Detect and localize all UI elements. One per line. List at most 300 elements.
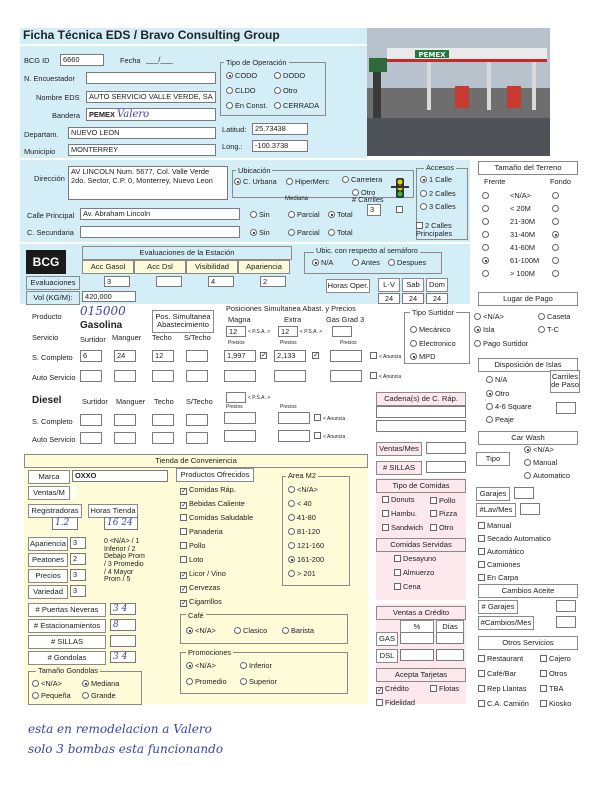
encuestador-field[interactable] xyxy=(86,72,216,84)
terreno-fondo-option[interactable] xyxy=(552,192,561,199)
credito-gas-dias[interactable] xyxy=(436,632,464,644)
dsl-as-precio-2[interactable] xyxy=(278,430,310,442)
station-photo xyxy=(367,28,550,156)
scompleto-label: S. Completo xyxy=(32,353,73,362)
neveras-field[interactable]: 3 4 xyxy=(110,603,136,615)
principal-sin[interactable]: Sin xyxy=(250,211,270,218)
dsl-as-techo[interactable] xyxy=(152,432,174,444)
carwash-garajes-field[interactable] xyxy=(514,487,534,499)
calle-secundaria-field[interactable] xyxy=(80,226,240,238)
horas-dom-value[interactable]: 24 xyxy=(426,293,448,304)
servicio-label: Servicio xyxy=(32,333,59,342)
credito-dsl-dias[interactable] xyxy=(436,649,464,661)
eval-col-acc-dsl: Acc Dsl xyxy=(134,260,186,274)
diesel-manguer-header: Manguer xyxy=(116,397,146,406)
sillas-label: # SILLAS xyxy=(28,635,106,649)
otros-cafe[interactable]: Café/Bar xyxy=(478,670,516,677)
area-label: Area M2 xyxy=(288,471,316,480)
otros-otros[interactable]: Otros xyxy=(540,670,567,677)
aceite-cambios: #Cambios/Mes xyxy=(478,616,534,630)
producto-option[interactable]: Comidas Saludable xyxy=(180,514,253,521)
terreno-size-label: 21-30M xyxy=(510,217,536,226)
as-surtidor[interactable] xyxy=(80,370,102,382)
producto-handwritten: 015000 xyxy=(80,304,126,318)
tg-pequena[interactable]: Pequeña xyxy=(32,692,71,699)
otros-tba[interactable]: TBA xyxy=(540,685,563,692)
as-extra-precio[interactable] xyxy=(274,370,306,382)
dsl-sc-surtidor[interactable] xyxy=(80,414,102,426)
neveras-label: # Puertas Neveras xyxy=(28,603,106,617)
carwash-option[interactable]: Automático xyxy=(478,548,524,555)
long-field[interactable]: -100.3738 xyxy=(252,140,308,152)
producto-option[interactable]: Loto xyxy=(180,556,203,563)
precios-field[interactable]: 3 xyxy=(70,569,86,581)
long-label: Long.: xyxy=(222,142,243,151)
secundaria-sin[interactable]: Sin xyxy=(250,229,270,236)
aceite-cambios-field[interactable] xyxy=(556,616,576,628)
ts-electronico[interactable]: Electronico xyxy=(410,340,456,347)
area-option[interactable]: <N/A> xyxy=(288,486,318,493)
direccion-label: Dirección xyxy=(34,174,65,183)
productos-label: Productos Ofrecidos xyxy=(176,468,254,482)
servida-desayuno[interactable]: Desayuno xyxy=(394,555,436,562)
producto-option[interactable]: ✓ Cervezas xyxy=(181,583,221,593)
carwash-na[interactable]: <N/A> xyxy=(524,446,554,453)
carwash-option[interactable]: En Carpa xyxy=(478,574,518,581)
carwash-option[interactable]: Secado Automatico xyxy=(478,535,551,542)
calle-secundaria-label: C. Secundaria xyxy=(27,228,74,237)
traffic-light-icon xyxy=(390,178,410,202)
nombre-field[interactable]: AUTO SERVICIO VALLE VERDE, SA xyxy=(86,91,216,103)
ubic-otro[interactable]: Otro xyxy=(352,189,375,196)
semaforo-despues[interactable]: Despues xyxy=(388,259,426,266)
as-techo[interactable] xyxy=(152,370,174,382)
terreno-frente-option[interactable] xyxy=(482,231,491,238)
carriles-label: # Carriles xyxy=(352,195,384,204)
secundaria-parcial[interactable]: Parcial xyxy=(288,229,320,236)
otros-restaurant[interactable]: Restaurant xyxy=(478,655,523,662)
sc-stecho[interactable] xyxy=(186,350,208,362)
islas-na[interactable]: N/A xyxy=(486,376,507,383)
rating-legend-line: Prom / 5 xyxy=(104,576,131,584)
tg-na[interactable]: <N/A> xyxy=(32,680,62,687)
photo-brand-text: PEMEX xyxy=(418,51,446,59)
carwash-tipo: Tipo xyxy=(476,452,510,466)
producto-option[interactable]: Pollo xyxy=(180,542,205,549)
carwash-option[interactable]: Manual xyxy=(478,522,511,529)
rating-legend-line: Inferior / 2 xyxy=(104,545,136,553)
acceso-1-calle[interactable]: 1 Calle xyxy=(420,176,452,183)
terreno-frente-option[interactable] xyxy=(482,218,491,225)
terreno-fondo-option[interactable] xyxy=(552,205,561,212)
registradoras-field[interactable]: 1.2 xyxy=(52,517,78,530)
area-option[interactable]: 41-80 xyxy=(288,514,316,521)
as-gasgrad-precio[interactable] xyxy=(330,370,362,382)
tarjeta-credito[interactable]: ✓ Crédito xyxy=(377,684,409,694)
municipio-label: Municipio xyxy=(24,147,56,156)
magna-header: Magna xyxy=(228,315,251,324)
sc-surtidor[interactable]: 6 xyxy=(80,350,102,362)
dsl-sc-precio-1[interactable] xyxy=(224,412,256,424)
terreno-fondo-option[interactable] xyxy=(552,257,561,264)
op-codo[interactable]: CODO xyxy=(226,72,257,79)
dsl-as-anuncia[interactable]: < Anuncia xyxy=(314,432,345,440)
secundaria-total[interactable]: Total xyxy=(328,229,353,236)
magna-psa-label: < P.S.A. > xyxy=(248,329,271,335)
magna-anuncia-checkbox[interactable]: ✓ xyxy=(261,352,267,359)
cadena-sillas-field[interactable] xyxy=(426,461,466,473)
marca-label: Marca xyxy=(28,470,70,484)
promociones-group xyxy=(180,652,348,694)
ventas-m-label: Ventas/M xyxy=(28,486,70,500)
credito-gas: GAS xyxy=(376,632,398,646)
horas-sab-value[interactable]: 24 xyxy=(402,293,424,304)
vol-field[interactable]: 420,000 xyxy=(82,291,136,302)
tarjetas-header: Acepta Tarjetas xyxy=(376,668,466,682)
cafe-barista[interactable]: Barista xyxy=(282,627,314,634)
note-line-2: solo 3 bombas esta funcionando xyxy=(28,742,224,756)
sc-techo[interactable]: 12 xyxy=(152,350,174,362)
tienda-header: Tienda de Conveniencia xyxy=(24,454,368,468)
rating-legend-line: / 4 Mayor xyxy=(104,568,134,576)
eval-col-acc-gasol: Acc Gasol xyxy=(82,260,134,274)
tg-mediana[interactable]: Mediana xyxy=(82,680,119,687)
area-option[interactable]: 121-160 xyxy=(288,542,324,549)
op-otro[interactable]: Otro xyxy=(274,87,297,94)
cafe-clasico[interactable]: Clasico xyxy=(234,627,267,634)
extra-header: Extra xyxy=(284,315,302,324)
magna-precios-label: Precios xyxy=(228,340,245,346)
otros-cajero[interactable]: Cajero xyxy=(540,655,571,662)
terreno-size-label: <N/A> xyxy=(510,191,531,200)
carwash-lav-field[interactable] xyxy=(520,503,540,515)
dsl-sc-stecho[interactable] xyxy=(186,414,208,426)
producto-option[interactable]: ✓ Cigarrillos xyxy=(181,597,222,607)
area-option[interactable]: > 201 xyxy=(288,570,316,577)
mediana-label: Mediana xyxy=(285,196,309,202)
diesel-psa-label: < P.S.A. > xyxy=(248,395,271,401)
eval-col-visibilidad: Visibilidad xyxy=(186,260,238,274)
pos-sim-header: Pos. Simultanea Abastecimiento xyxy=(152,310,214,333)
diesel-precios-label-2: Precios xyxy=(280,404,297,410)
acceso-2-calles[interactable]: 2 Calles xyxy=(420,190,456,197)
semaforo-label: Ubic. con respecto al semáforo xyxy=(316,246,418,255)
islas-carriles-field[interactable] xyxy=(556,402,576,414)
gasgrad-header: Gas Grad 3 xyxy=(326,315,365,324)
pago-na[interactable]: <N/A> xyxy=(474,313,504,320)
ts-mecanico[interactable]: Mecánico xyxy=(410,326,451,333)
evaluaciones-title: Evaluaciones de la Estación xyxy=(82,246,292,260)
gasolina-label: Gasolina xyxy=(80,320,123,331)
vol-label: Vol (KG/M): xyxy=(26,291,80,305)
latitud-label: Latitud: xyxy=(222,125,247,134)
servida-cena[interactable]: Cena xyxy=(394,583,421,590)
estacionamientos-field[interactable]: 8 xyxy=(110,619,136,631)
terreno-size-label: < 20M xyxy=(510,204,531,213)
islas-otro[interactable]: Otro xyxy=(486,390,509,397)
terreno-size-label: 61-100M xyxy=(510,256,540,265)
cadena-ventas-field[interactable] xyxy=(426,442,466,454)
terreno-frente-option[interactable] xyxy=(482,205,491,212)
pago-caseta[interactable]: Caseta xyxy=(538,313,570,320)
terreno-fondo-option[interactable] xyxy=(552,270,561,277)
carwash-option[interactable]: Camiones xyxy=(478,561,520,568)
cadena-field-2[interactable] xyxy=(376,420,466,432)
semaforo-antes[interactable]: Antes xyxy=(352,259,380,266)
ubic-urbana[interactable]: C. Urbana xyxy=(234,178,277,185)
area-option[interactable]: 161-200 xyxy=(288,556,324,563)
producto-label: Producto xyxy=(32,312,62,321)
nombre-label: Nombre EDS xyxy=(36,93,80,102)
bcg-logo: BCG xyxy=(26,250,66,274)
dsl-sc-anuncia[interactable]: < Anuncia xyxy=(314,414,345,422)
tarjeta-fidelidad[interactable]: Fidelidad xyxy=(376,699,415,706)
terreno-size-label: > 100M xyxy=(510,269,535,278)
promo-promedio[interactable]: Promedio xyxy=(186,678,227,685)
gasgrad-psa-field[interactable] xyxy=(332,326,352,337)
carriles-field[interactable]: 3 xyxy=(367,204,381,216)
bcg-id-field[interactable]: 6660 xyxy=(60,54,104,66)
manguer-header: Manguer xyxy=(112,333,142,342)
operacion-label: Tipo de Operación xyxy=(226,58,287,67)
eval-apariencia[interactable]: 2 xyxy=(260,276,286,287)
fecha-field[interactable]: ___/___ xyxy=(146,55,173,64)
horas-tienda-label: Horas Tienda xyxy=(88,504,138,518)
extra-precio-field[interactable]: 2,133 xyxy=(274,350,306,362)
terreno-header: Tamaño del Terreno xyxy=(478,161,578,175)
horas-dom: Dom xyxy=(426,278,448,292)
peatones-field[interactable]: 2 xyxy=(70,553,86,565)
peatones-label: Peatones xyxy=(28,553,68,567)
comida-otro[interactable]: Otro xyxy=(430,524,453,531)
promo-na[interactable]: <N/A> xyxy=(186,662,216,669)
comidas-tipo-header: Tipo de Comidas xyxy=(376,479,466,493)
sc-manguer[interactable]: 24 xyxy=(114,350,136,362)
fecha-label: Fecha xyxy=(120,56,141,65)
comida-sandwich[interactable]: Sandwich xyxy=(382,524,423,531)
horas-lv: L-V xyxy=(378,278,400,292)
principal-parcial[interactable]: Parcial xyxy=(288,211,320,218)
carwash-lav-mes: #Lav/Mes xyxy=(476,503,516,517)
rating-legend-line: / 3 Promedio xyxy=(104,561,144,569)
diesel-stecho-header: S/Techo xyxy=(186,397,213,406)
diesel-precios-label: Precios xyxy=(226,404,243,410)
pago-header: Lugar de Pago xyxy=(478,292,578,306)
autoservicio-label: Auto Servicio xyxy=(32,373,76,382)
otros-rep-llantas[interactable]: Rep Llantas xyxy=(478,685,526,692)
comida-donuts[interactable]: Donuts xyxy=(382,496,414,503)
extra-psa-field[interactable]: 12 xyxy=(278,326,298,337)
variedad-field[interactable]: 3 xyxy=(70,585,86,597)
station-photo-drawing xyxy=(367,28,550,156)
semaforo-na[interactable]: N/A xyxy=(312,259,333,266)
principal-total[interactable]: Total xyxy=(328,211,353,218)
gasgrad-anuncia[interactable]: < Anuncia xyxy=(370,352,401,360)
cadena-header: Cadena(s) de C. Ráp. xyxy=(376,392,466,406)
dsl-autoservicio-label: Auto Servicio xyxy=(32,435,76,444)
dsl-scompleto-label: S. Completo xyxy=(32,417,73,426)
op-dodo[interactable]: DODO xyxy=(274,72,305,79)
tg-grande[interactable]: Grande xyxy=(82,692,116,699)
dsl-sc-manguer[interactable] xyxy=(114,414,136,426)
terreno-frente: Frente xyxy=(484,177,506,186)
comida-hambu[interactable]: Hambu. xyxy=(382,510,417,517)
comidas-servidas-header: Comidas Servidas xyxy=(376,538,466,552)
bandera-value: PEMEX xyxy=(89,110,115,119)
cafe-na[interactable]: <N/A> xyxy=(186,627,216,634)
producto-option[interactable]: ✓ Bebidas Caliente xyxy=(181,499,245,509)
techo-header: Techo xyxy=(152,333,172,342)
pago-isla[interactable]: Isla xyxy=(474,326,495,333)
magna-psa-field[interactable]: 12 xyxy=(226,326,246,337)
cadena-field-1[interactable] xyxy=(376,406,466,418)
credito-dsl: DSL xyxy=(376,649,398,663)
otros-camion[interactable]: C.A. Camión xyxy=(478,700,529,707)
terreno-frente-option[interactable] xyxy=(482,244,491,251)
tam-gondolas-label: Tamaño Gondolas xyxy=(38,666,98,675)
ts-mpd[interactable]: MPD xyxy=(410,353,435,360)
credito-dias: Días xyxy=(436,620,464,634)
magna-precio-field[interactable]: 1,997 xyxy=(224,350,256,362)
marca-field[interactable]: OXXO xyxy=(72,470,168,482)
op-cldo[interactable]: CLDO xyxy=(226,87,256,94)
gondolas-field[interactable]: 3 4 xyxy=(110,651,136,663)
gasgrad-precio-field[interactable] xyxy=(330,350,362,362)
op-cerrada[interactable]: CERRADA xyxy=(274,102,319,109)
cafe-label: Café xyxy=(188,611,204,620)
diesel-techo-header: Techo xyxy=(154,397,174,406)
terreno-frente-option[interactable] xyxy=(482,257,491,264)
cadena-ventas-mes: Ventas/Mes xyxy=(376,442,422,456)
islas-peaje[interactable]: Peaje xyxy=(486,416,514,423)
evaluaciones-label: Evaluaciones xyxy=(26,276,80,290)
as-stecho[interactable] xyxy=(186,370,208,382)
acceso-principales[interactable]: 2 Calles Principales xyxy=(416,221,453,239)
ubic-hipermerc[interactable]: HiperMerc xyxy=(286,178,329,185)
diesel-surtidor-header: Surtidor xyxy=(82,397,108,406)
municipio-field[interactable]: MONTERREY xyxy=(68,144,216,156)
diesel-psa-field[interactable] xyxy=(226,392,246,403)
acceso-3-calles[interactable]: 3 Calles xyxy=(420,203,456,210)
pago-surtidor[interactable]: Pago Surtidor xyxy=(474,340,528,347)
carwash-header: Car Wash xyxy=(478,431,578,445)
tarjeta-flotas[interactable]: Flotas xyxy=(430,685,459,692)
dsl-sc-precio-2[interactable] xyxy=(278,412,310,424)
carwash-manual[interactable]: Manual xyxy=(524,459,557,466)
eval-acc-dsl[interactable] xyxy=(156,276,182,287)
dsl-as-surtidor[interactable] xyxy=(80,432,102,444)
calle-principal-label: Calle Principal xyxy=(27,211,75,220)
terreno-frente-option[interactable] xyxy=(482,270,491,277)
dsl-as-precio-1[interactable] xyxy=(224,430,256,442)
tipo-surtidor-label: Tipo Surtidor xyxy=(412,308,455,317)
apariencia-field[interactable]: 3 xyxy=(70,537,86,549)
accesos-label: Accesos xyxy=(426,163,454,172)
ventas-m-field[interactable] xyxy=(72,486,76,498)
comida-pizza[interactable]: Pizza xyxy=(430,510,457,517)
producto-option[interactable]: ✓ Comidas Ráp. xyxy=(181,485,236,495)
eval-acc-gasol[interactable]: 3 xyxy=(104,276,130,287)
islas-carriles: Carriles de Paso xyxy=(550,370,580,393)
mediana-checkbox[interactable] xyxy=(396,206,403,213)
producto-option[interactable]: ✓ Licor / Vino xyxy=(181,569,226,579)
eval-col-apariencia: Apariencia xyxy=(238,260,290,274)
dsl-sc-techo[interactable] xyxy=(152,414,174,426)
dsl-as-manguer[interactable] xyxy=(114,432,136,444)
carwash-automatico[interactable]: Automatico xyxy=(524,472,570,479)
otros-header: Otros Servicios xyxy=(478,636,578,650)
as-manguer[interactable] xyxy=(114,370,136,382)
producto-option[interactable]: Panaderia xyxy=(180,528,223,535)
eval-visibilidad[interactable]: 4 xyxy=(208,276,234,287)
promociones-label: Promociones xyxy=(188,648,232,657)
terreno-fondo-option[interactable] xyxy=(552,231,561,238)
area-option[interactable]: < 40 xyxy=(288,500,312,507)
islas-4-6[interactable]: 4-6 Square xyxy=(486,403,532,410)
comida-pollo[interactable]: Pollo xyxy=(430,497,455,504)
op-enconst[interactable]: En Const. xyxy=(226,102,267,109)
terreno-frente-option[interactable] xyxy=(482,192,491,199)
area-option[interactable]: 81-120 xyxy=(288,528,320,535)
stecho-header: S/Techo xyxy=(184,333,211,342)
gondolas-label: # Gondolas xyxy=(28,651,106,665)
promo-superior[interactable]: Superior xyxy=(240,678,277,685)
aceite-garajes-field[interactable] xyxy=(556,600,576,612)
aceite-garajes: # Garajes xyxy=(478,600,518,614)
servida-almuerzo[interactable]: Almuerzo xyxy=(394,569,434,576)
extra-psa-label: < P.S.A. > xyxy=(300,329,323,335)
credito-gas-pct[interactable] xyxy=(400,632,434,644)
cadena-sillas: # SILLAS xyxy=(376,461,422,475)
terreno-size-label: 31-40M xyxy=(510,230,536,239)
rating-legend-line: Debajo Prom xyxy=(104,553,145,561)
terreno-fondo: Fondo xyxy=(550,177,571,186)
ventas-credito-header: Ventas a Crédito xyxy=(376,606,466,620)
page-title: Ficha Técnica EDS / Bravo Consulting Group xyxy=(23,28,280,42)
sillas-field[interactable] xyxy=(110,635,136,647)
horas-tienda-field[interactable]: 16 24 xyxy=(104,517,138,530)
horas-sab: Sab xyxy=(402,278,424,292)
direccion-field[interactable]: AV LINCOLN Num. 5677, Col. Valle Verde 2do. Sector, C.P. 0, Monterrey, Nuevo Leon xyxy=(68,166,228,200)
dsl-as-stecho[interactable] xyxy=(186,432,208,444)
ubic-carretera[interactable]: Carretera xyxy=(342,176,382,183)
horas-oper-label: Horas Oper. xyxy=(326,279,370,293)
terreno-fondo-option[interactable] xyxy=(552,244,561,251)
islas-header: Disposición de Islas xyxy=(478,358,578,372)
calle-principal-field[interactable]: Av. Abraham Lincoln xyxy=(80,208,240,220)
horas-lv-value[interactable]: 24 xyxy=(378,293,400,304)
promo-inferior[interactable]: Inferior xyxy=(240,662,272,669)
bandera-field[interactable] xyxy=(86,108,216,121)
encuestador-label: N. Encuestador xyxy=(24,74,75,83)
registradoras-label: Registradoras xyxy=(28,504,82,518)
otros-kiosko[interactable]: Kiosko xyxy=(540,700,571,707)
rating-legend xyxy=(104,538,145,584)
bcg-id-label: BCG ID xyxy=(24,56,50,65)
terreno-size-label: 41-60M xyxy=(510,243,536,252)
bandera-handwritten: Valero xyxy=(116,109,150,120)
as-anuncia[interactable]: < Anuncia xyxy=(370,372,401,380)
aceite-header: Cambios Aceite xyxy=(478,584,578,598)
extra-anuncia-checkbox[interactable]: ✓ xyxy=(313,352,319,359)
depto-field[interactable]: NUEVO LEON xyxy=(68,127,216,139)
rating-legend-line: 0 <N/A> / 1 xyxy=(104,538,140,545)
latitud-field[interactable]: 25.73438 xyxy=(252,123,308,135)
terreno-fondo-option[interactable] xyxy=(552,218,561,225)
as-magna-precio[interactable] xyxy=(224,370,256,382)
pago-tc[interactable]: T-C xyxy=(538,326,559,333)
credito-dsl-pct[interactable] xyxy=(400,649,434,661)
